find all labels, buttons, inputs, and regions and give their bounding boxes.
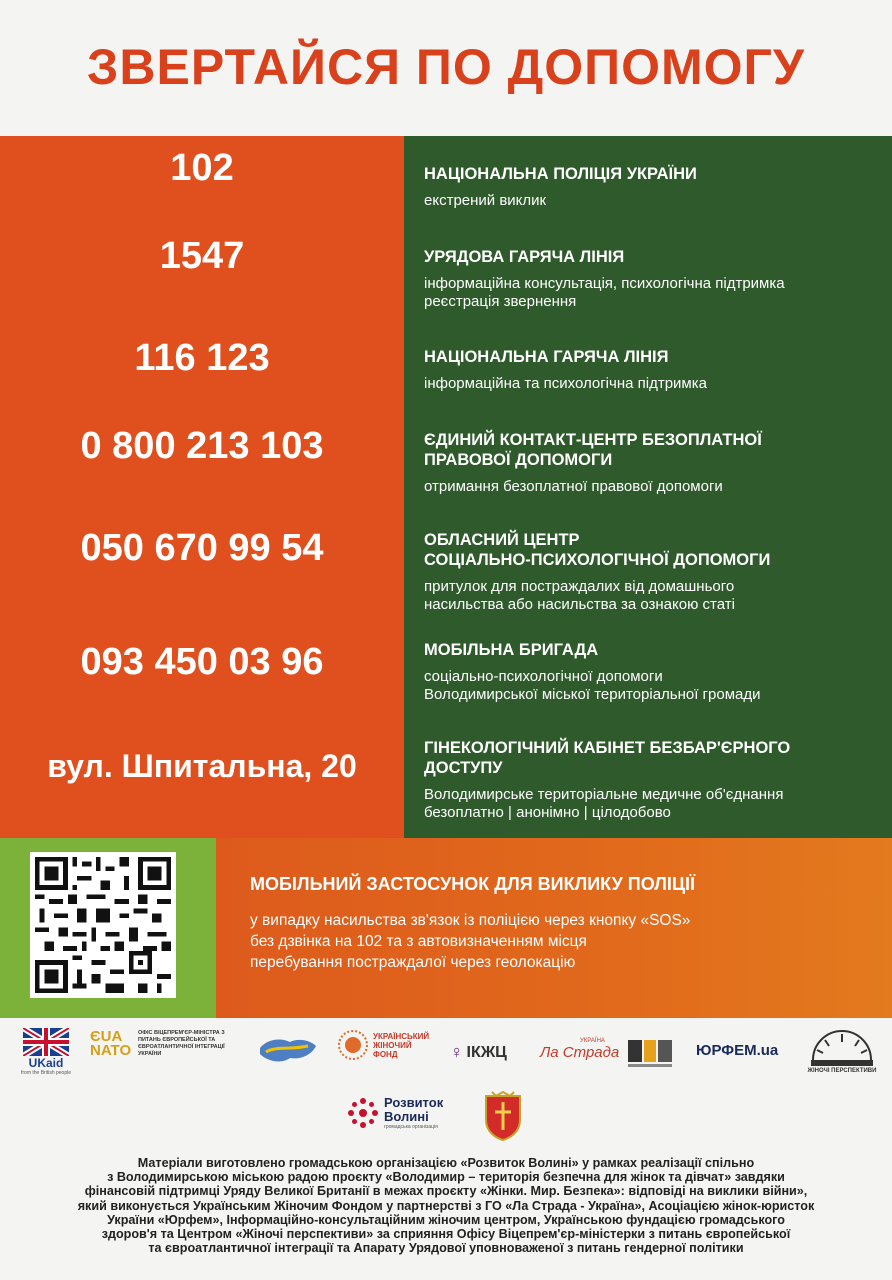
service-info	[424, 738, 879, 822]
address: вул. Шпитальна, 20	[47, 748, 357, 784]
rozvytok-label: Розвиток Волині	[384, 1095, 444, 1124]
service-desc: соціально-психологічної допомоги Володимирської міської територіальної громади	[424, 668, 761, 703]
ukr-fund-label: УКРАЇНСЬКИЙ ЖІНОЧИЙ ФОНД	[373, 1031, 430, 1059]
health-foundation-logo	[626, 1036, 674, 1070]
app-description: у випадку насильства зв'язок із поліцією через кнопку «SOS» без дзвінка на 102 та з автовизначенням місця перебування постраждалої через геолокацію	[250, 912, 691, 971]
phone-number[interactable]: 1547	[159, 235, 245, 277]
eunato-mark: ЄUA NATO	[90, 1028, 132, 1059]
qr-background	[0, 838, 216, 1018]
ikzc-label: ІКЖЦ	[466, 1043, 507, 1061]
perspektyvy-label: ЖІНОЧІ ПЕРСПЕКТИВИ	[807, 1068, 877, 1074]
service-info	[424, 247, 879, 311]
eu-nato-office-logo	[90, 1030, 240, 1058]
service-desc: екстрений виклик	[424, 192, 547, 209]
service-name: ГІНЕКОЛОГІЧНИЙ КАБІНЕТ БЕЗБАР'ЄРНОГО ДОСТУПУ	[424, 739, 791, 777]
yurfem-label: ЮРФЕМ.ua	[696, 1042, 779, 1059]
ukaid-sub: from the British people	[20, 1070, 72, 1076]
footer-note: Матеріали виготовлено громадською організацією «Розвиток Волині» у рамках реалізації спільно з Володимирською міською радою проєкту «Володимир – територія безпечна для жінок та дівчат» завдяки фінансовій підтримці Уряду Великої Британії в межах проєкту «Жінки. Мир. Безпека»: відповіді на виклики війни», який виконується Українським Жіночим Фондом у партнерстві з ГО «Ла Страда - Україна», Асоціацією жінок-юристок України «Юрфем», Інформаційно-консультаційним жіночим центром, Українською фундацією громадського здоров'я та Центром «Жіночі перспективи» за сприяння Офісу Віцепрем'єр-міністерки з питань європейської та євроатлантичної інтеграції та Апарату Урядової уповноваженої з питань гендерної політики	[77, 1156, 815, 1256]
ukrainian-womens-fund-logo	[336, 1028, 436, 1062]
ukraine-map-icon	[256, 1034, 320, 1068]
service-info	[424, 530, 879, 614]
service-name: УРЯДОВА ГАРЯЧА ЛІНІЯ	[424, 248, 625, 266]
volodymyr-coat-of-arms-icon	[482, 1090, 524, 1142]
sunrise-icon	[807, 1026, 877, 1068]
service-info	[424, 347, 879, 393]
service-desc: притулок для постраждалих від домашнього насильства або насильства за ознакою статі	[424, 578, 735, 613]
phone-number[interactable]: 0 800 213 103	[80, 425, 324, 467]
service-name: ОБЛАСНИЙ ЦЕНТР СОЦІАЛЬНО-ПСИХОЛОГІЧНОЇ ДОПОМОГИ	[424, 531, 771, 569]
phone-number[interactable]: 102	[170, 147, 234, 189]
service-info	[424, 430, 879, 496]
service-desc: отримання безоплатної правової допомоги	[424, 478, 723, 495]
page-title: ЗВЕРТАЙСЯ ПО ДОПОМОГУ	[87, 39, 805, 95]
lastrada-sub: УКРАЇНА	[580, 1038, 605, 1044]
service-name: НАЦІОНАЛЬНА ПОЛІЦІЯ УКРАЇНИ	[424, 165, 697, 183]
service-name: ЄДИНИЙ КОНТАКТ-ЦЕНТР БЕЗОПЛАТНОЇ ПРАВОВОЇ ДОПОМОГИ	[424, 431, 762, 469]
uk-flag-icon	[23, 1028, 69, 1056]
service-desc: інформаційна консультація, психологічна підтримка реєстрація звернення	[424, 275, 785, 310]
partner-logos	[0, 1024, 892, 1154]
service-name: МОБІЛЬНА БРИГАДА	[424, 641, 599, 659]
female-symbol-icon: ♀	[450, 1042, 464, 1062]
sun-icon	[336, 1028, 370, 1062]
service-info	[424, 164, 879, 210]
womens-perspectives-logo	[806, 1026, 878, 1074]
qr-code[interactable]	[30, 852, 176, 998]
rozvytok-volyni-logo	[346, 1096, 454, 1130]
eunato-text: ОФІС ВІЦЕПРЕМ'ЄР-МІНІСТРА З ПИТАНЬ ЄВРОПЕЙСЬКОЇ ТА ЄВРОАТЛАНТИЧНОЇ ІНТЕГРАЦІЇ УКРАЇНИ	[138, 1030, 225, 1057]
app-title: МОБІЛЬНИЙ ЗАСТОСУНОК ДЛЯ ВИКЛИКУ ПОЛІЦІЇ	[250, 874, 695, 894]
phone-number[interactable]: 050 670 99 54	[80, 527, 324, 569]
service-name: НАЦІОНАЛЬНА ГАРЯЧА ЛІНІЯ	[424, 348, 669, 366]
service-desc: Володимирське територіальне медичне об'єднання безоплатно | анонімно | цілодобово	[424, 786, 784, 821]
yurfem-logo	[696, 1042, 778, 1059]
rozvytok-sub: громадська організація	[384, 1124, 438, 1130]
rozvytok-mark-icon	[346, 1096, 380, 1130]
ikzc-logo	[450, 1042, 507, 1063]
ukaid-label: UKaid	[28, 1056, 64, 1070]
service-info	[424, 640, 879, 704]
lastrada-label: Ла Страда	[540, 1044, 620, 1061]
la-strada-logo	[540, 1038, 619, 1061]
phone-number[interactable]: 093 450 03 96	[80, 641, 324, 683]
ukaid-logo	[20, 1028, 72, 1076]
phone-number[interactable]: 116 123	[134, 337, 270, 379]
service-desc: інформаційна та психологічна підтримка	[424, 375, 707, 392]
